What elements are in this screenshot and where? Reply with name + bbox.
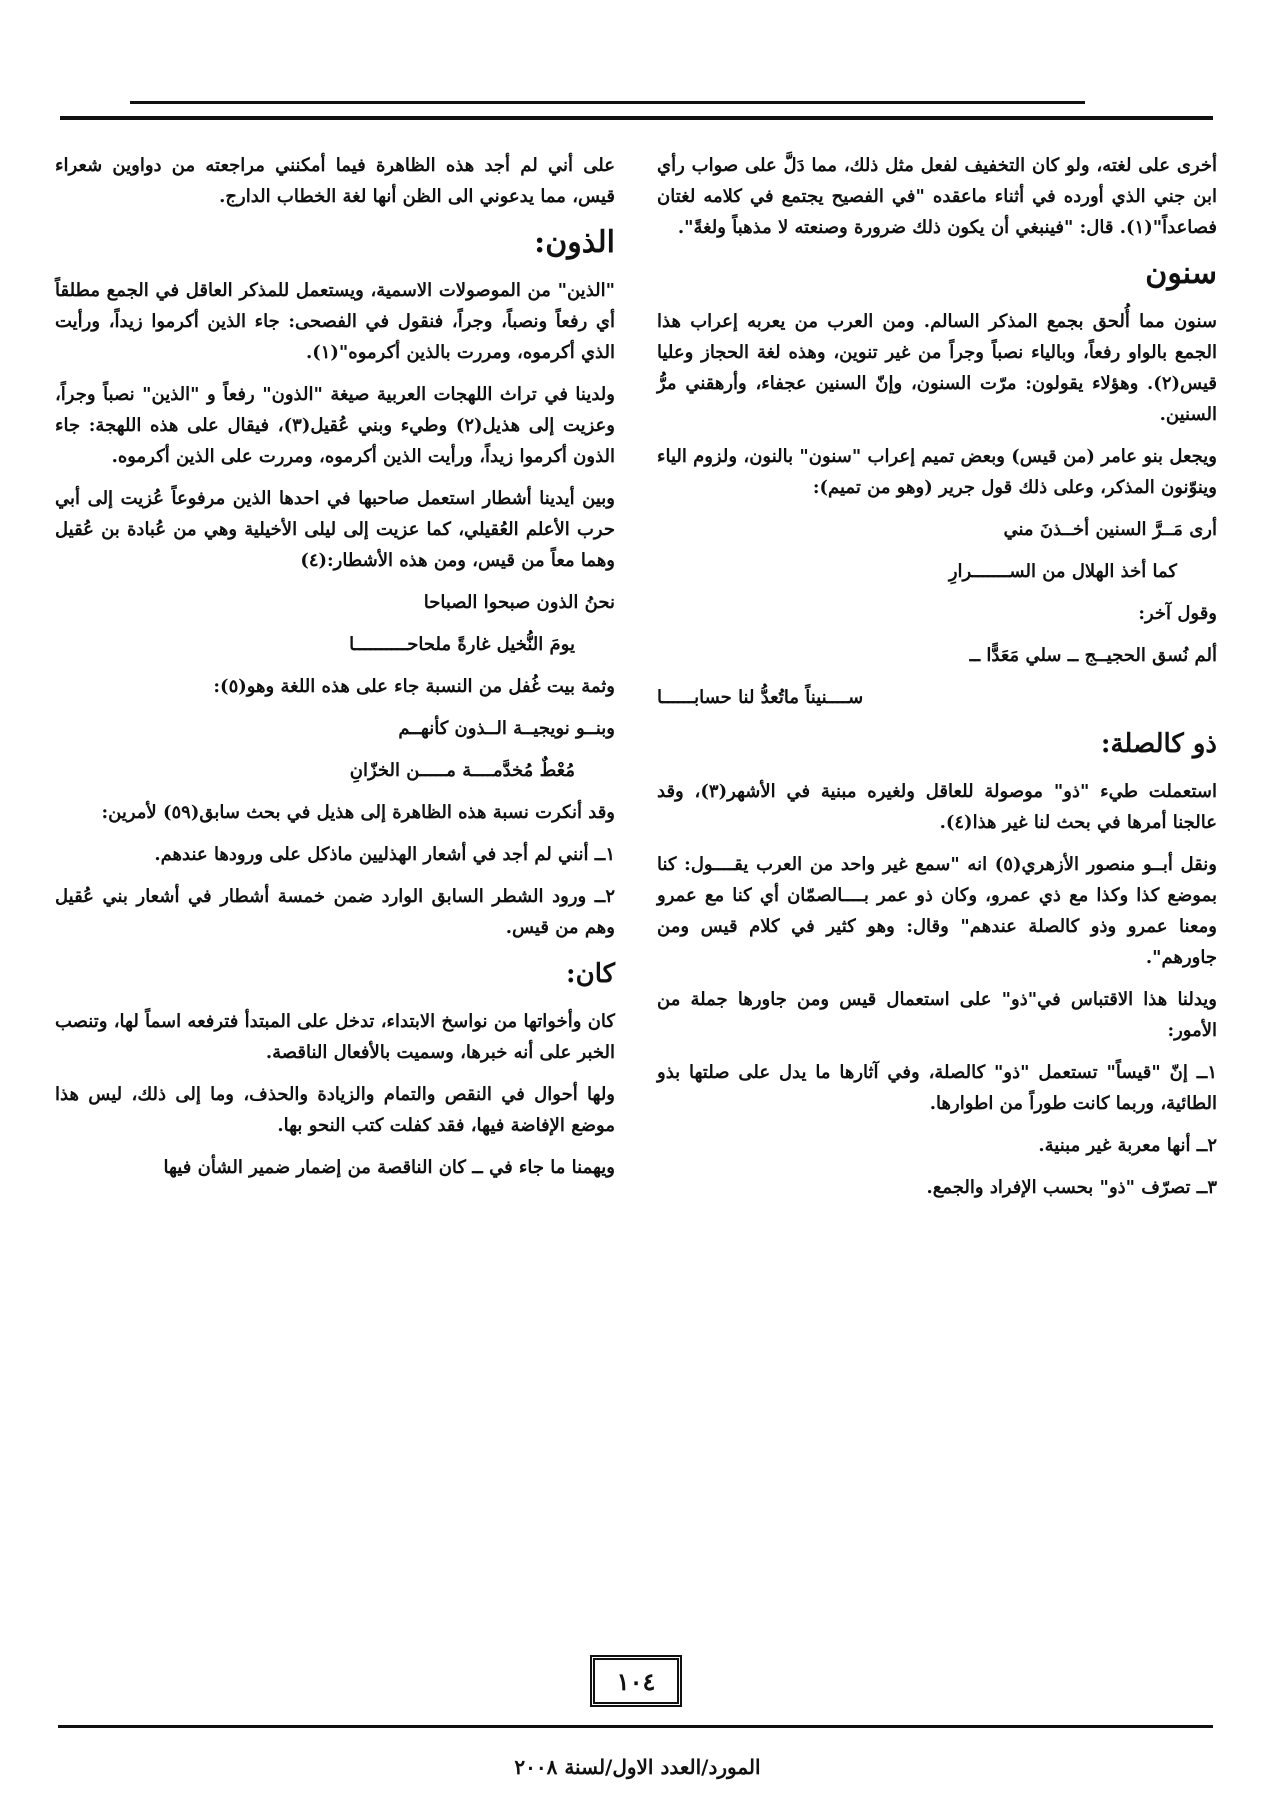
left-column	[55, 150, 615, 1214]
paragraph: وثمة بيت غُفل من النسبة جاء على هذه اللغة وهو(٥):	[213, 676, 615, 697]
section-heading-dhun: الذون:	[534, 225, 615, 260]
verse-line: ألم نُسق الحجيــج ــ سلي مَعَدًّا ــ	[969, 645, 1217, 666]
paragraph: استعملت طيء "ذو" موصولة للعاقل ولغيره مبنية في الأشهر(٣)، وقد عالجنا أمرها في بحث لنا غير هذا(٤).	[657, 781, 1217, 833]
section-heading-sinun: سنون	[1145, 256, 1217, 291]
verse-line: مُعْطٌ مُخدَّمــــة مـــــن الخزّانِ	[349, 760, 575, 781]
paragraph: ولها أحوال في النقص والتمام والزيادة والحذف، وما إلى ذلك، ليس هذا موضع الإفاضة فيها، فقد كفلت كتب النحو بها.	[55, 1084, 615, 1136]
list-item: ٢ــ أنها معربة غير مبنية.	[1038, 1135, 1217, 1156]
paragraph: وبين أيدينا أشطار استعمل صاحبها في احدها الذين مرفوعاً عُزيت إلى أبي حرب الأعلم العُقيلي، كما عزيت إلى ليلى الأخيلية وهي من عُبادة بن عُقيل وهما معاً من قيس، ومن هذه الأشطار:(٤)	[55, 488, 615, 571]
body-columns	[55, 150, 1217, 1214]
list-item: ١ــ أنني لم أجد في أشعار الهذليين ماذكل على ورودها عندهم.	[154, 844, 615, 865]
section-heading-kana: كان:	[566, 959, 615, 989]
paragraph: ونقل أبــو منصور الأزهري(٥) انه "سمع غير واحد من العرب يقــــول: كنا بموضع كذا وكذا مع ذي عمرو، وكان ذو عمر بــــالصمّان أي كنا مع عمرو ومعنا عمرو وذو كالصلة عندهم" وقال: وهو كثير في كلام قيس ومن جاورهم".	[657, 854, 1217, 968]
page-number: ١٠٤	[590, 1655, 682, 1707]
footer-rule	[58, 1725, 1213, 1728]
paragraph: على أني لم أجد هذه الظاهرة فيما أمكنني مراجعته من دواوين شعراء قيس، مما يدعوني الى الظن أنها لغة الخطاب الدارج.	[55, 155, 615, 207]
verse-line: أرى مَــرَّ السنين أخــذنَ مني	[1003, 519, 1217, 540]
paragraph: ويهمنا ما جاء في ــ كان الناقصة من إضمار ضمير الشأن فيها	[163, 1157, 615, 1178]
paragraph: ولدينا في تراث اللهجات العربية صيغة "الذون" رفعاً و "الذين" نصباً وجراً، وعزيت إلى هذيل(٢) وطيء وبني عُقيل(٣)، فيقال على هذه اللهجة: جاء الذون أكرموا زيداً، ورأيت الذين أكرموه، ومررت على الذين أكرموه.	[55, 384, 615, 467]
list-item: ٢ــ ورود الشطر السابق الوارد ضمن خمسة أشطار في أشعار بني عُقيل وهم من قيس.	[55, 886, 615, 938]
header-rule-thick	[60, 116, 1213, 120]
verse-line: يومَ النُّخيل غارةً ملحاحــــــــــا	[349, 634, 575, 655]
verse-line: نحنُ الذون صبحوا الصباحا	[423, 592, 615, 613]
paragraph: أخرى على لغته، ولو كان التخفيف لفعل مثل ذلك، مما دَلَّ على صواب رأي ابن جني الذي أورده في أثناء ماعقده "في الفصيح يجتمع في كلامه لغتان فصاعداً"(١). قال: "فينبغي أن يكون ذلك ضرورة وصنعته لا مذهباً ولغةً".	[657, 155, 1217, 238]
paragraph: "الذين" من الموصولات الاسمية، ويستعمل للمذكر العاقل في الجمع مطلقاً أي رفعاً ونصباً، وجراً، فنقول في الفصحى: جاء الذين أكرموا زيداً، ورأيت الذي أكرموه، ومررت بالذين أكرموه"(١).	[55, 280, 616, 363]
list-item: ٣ــ تصرّف "ذو" بحسب الإفراد والجمع.	[926, 1177, 1217, 1198]
verse-line: ســــنيناً ماتُعدُّ لنا حسابــــــا	[657, 687, 864, 708]
header-rule-thin	[130, 101, 1085, 104]
paragraph: سنون مما أُلحق بجمع المذكر السالم. ومن العرب من يعربه إعراب هذا الجمع بالواو رفعاً، وبالياء نصباً وجراً من غير تنوين، وهذه لغة الحجاز وعليا قيس(٢). وهؤلاء يقولون: مرّت السنون، وإنّ السنين عجفاء، وأرهقني مرُّ السنين.	[657, 311, 1217, 425]
paragraph: وقد أنكرت نسبة هذه الظاهرة إلى هذيل في بحث سابق(٥٩) لأمرين:	[101, 802, 615, 823]
paragraph: كان وأخواتها من نواسخ الابتداء، تدخل على المبتدأ فترفعه اسماً لها، وتنصب الخبر على أنه خبرها، وسميت بالأفعال الناقصة.	[55, 1011, 615, 1063]
verse-line: كما أخذ الهلال من الســـــــرارِ	[948, 561, 1177, 582]
journal-footer: المورد/العدد الاول/لسنة ٢٠٠٨	[514, 1755, 761, 1779]
paragraph: ويجعل بنو عامر (من قيس) وبعض تميم إعراب "سنون" بالنون، ولزوم الياء وينوّنون المذكر، وعلى ذلك قول جرير (وهو من تميم):	[657, 446, 1217, 498]
paragraph: ويدلنا هذا الاقتباس في"ذو" على استعمال قيس ومن جاورها جملة من الأمور:	[657, 989, 1217, 1041]
section-heading-dhu: ذو كالصلة:	[1100, 729, 1217, 759]
list-item: ١ــ إنّ "قيساً" تستعمل "ذو" كالصلة، وفي آثارها ما يدل على صلتها بذو الطائية، وربما كانت طوراً من اطوارها.	[657, 1062, 1217, 1114]
verse-line: وبنــو نويجيــة الــذون كأنهــم	[398, 718, 615, 739]
right-column	[657, 150, 1217, 1214]
verse-intro: وقول آخر:	[1138, 603, 1217, 624]
